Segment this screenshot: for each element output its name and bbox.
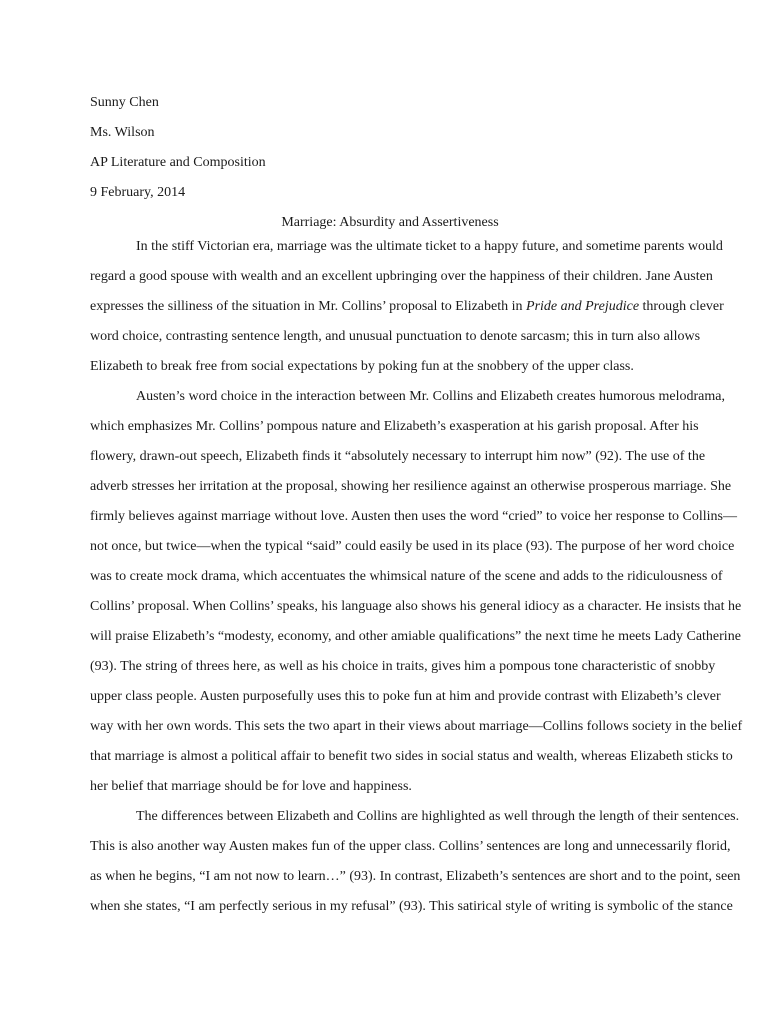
paragraph-line: adverb stresses her irritation at the proposal, showing her resilience against an otherwise prosperous marriage. She	[90, 479, 732, 494]
paragraph-line: way with her own words. This sets the two apart in their views about marriage—Collins follows society in the belief	[90, 719, 743, 734]
paragraph-line: This is also another way Austen makes fun of the upper class. Collins’ sentences are long and unnecessarily florid,	[90, 839, 731, 854]
paragraph-line: her belief that marriage should be for love and happiness.	[90, 779, 412, 794]
paragraph-line: Elizabeth to break free from social expectations by poking fun at the snobbery of the upper class.	[90, 359, 634, 374]
paragraph-line: not once, but twice—when the typical “said” could easily be used in its place (93). The purpose of her word choice	[90, 539, 735, 554]
paragraph-line: as when he begins, “I am not now to learn…” (93). In contrast, Elizabeth’s sentences are short and to the point, seen	[90, 869, 741, 884]
paragraph-line: word choice, contrasting sentence length, and unusual punctuation to denote sarcasm; this in turn also allows	[90, 329, 701, 344]
paragraph-line: The differences between Elizabeth and Collins are highlighted as well through the length of their sentences.	[136, 809, 740, 824]
essay-title: Marriage: Absurdity and Assertiveness	[281, 215, 499, 230]
document-date: 9 February, 2014	[90, 185, 186, 200]
paragraph-line: was to create mock drama, which accentuates the whimsical nature of the scene and adds to the ridiculousness of	[90, 569, 723, 584]
paragraph-line: In the stiff Victorian era, marriage was the ultimate ticket to a happy future, and sometime parents would	[136, 239, 723, 254]
teacher-name: Ms. Wilson	[90, 125, 155, 140]
book-title: Pride and Prejudice	[526, 299, 640, 314]
paragraph-text: expresses the silliness of the situation in Mr. Collins’ proposal to Elizabeth in	[90, 299, 527, 314]
paragraph-line: will praise Elizabeth’s “modesty, economy, and other amiable qualifications” the next time he meets Lady Catherine	[90, 629, 741, 644]
paragraph-line: when she states, “I am perfectly serious in my refusal” (93). This satirical style of writing is symbolic of the stance	[90, 899, 733, 914]
paragraph-line: regard a good spouse with wealth and an excellent upbringing over the happiness of their children. Jane Austen	[90, 269, 713, 284]
course-name: AP Literature and Composition	[90, 155, 266, 170]
essay-body	[90, 232, 743, 922]
paragraph-line: Collins’ proposal. When Collins’ speaks, his language also shows his general idiocy as a character. He insists that he	[90, 599, 742, 614]
paragraph-line: that marriage is almost a political affair to benefit two sides in social status and wealth, whereas Elizabeth sticks to	[90, 749, 733, 764]
author-name: Sunny Chen	[90, 95, 159, 110]
paragraph-line: firmly believes against marriage without love. Austen then uses the word “cried” to voice her response to Collins—	[90, 509, 737, 524]
paragraph-line	[90, 292, 724, 322]
paragraph-line: which emphasizes Mr. Collins’ pompous nature and Elizabeth’s exasperation at his garish proposal. After his	[90, 419, 699, 434]
paragraph-text: through clever	[639, 299, 724, 314]
paragraph-line: (93). The string of threes here, as well as his choice in traits, gives him a pompous tone characteristic of snobby	[90, 659, 716, 674]
paragraph-line: upper class people. Austen purposefully uses this to poke fun at him and provide contrast with Elizabeth’s clever	[90, 689, 721, 704]
paragraph-line: Austen’s word choice in the interaction between Mr. Collins and Elizabeth creates humorous melodrama,	[136, 389, 725, 404]
paragraph-line: flowery, drawn-out speech, Elizabeth finds it “absolutely necessary to interrupt him now” (92). The use of the	[90, 449, 706, 464]
mla-header	[90, 88, 690, 208]
